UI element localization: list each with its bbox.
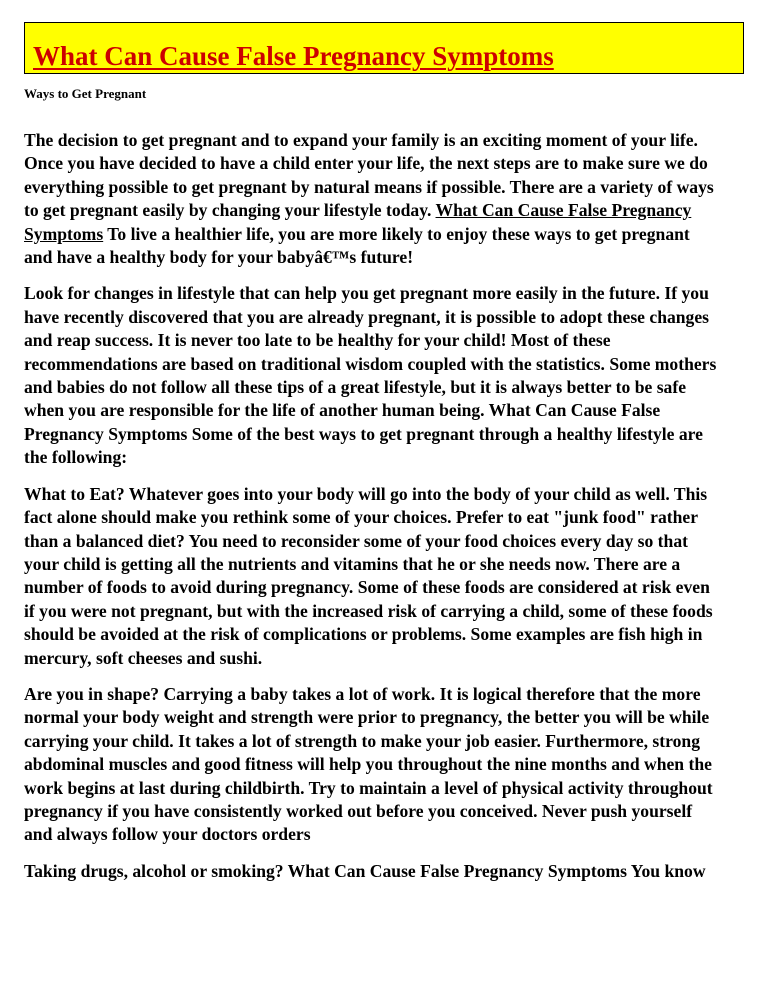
text-line: work begins at last during childbirth. Try to maintain a level of physical activity throughout bbox=[24, 777, 713, 798]
text-line: if you were not pregnant, but with the increased risk of carrying a child, some of these foods bbox=[24, 600, 713, 621]
text-line: Pregnancy Symptoms Some of the best ways to get pregnant through a healthy lifestyle are bbox=[24, 423, 703, 444]
text-line: normal your body weight and strength were prior to pregnancy, the better you will be while bbox=[24, 707, 710, 728]
text-line: abdominal muscles and good fitness will help you throughout the nine months and when the bbox=[24, 754, 712, 775]
inline-link[interactable]: What Can Cause False Pregnancy bbox=[435, 200, 692, 221]
text-segment: to get pregnant easily by changing your lifestyle today. bbox=[24, 200, 436, 221]
subtitle: Ways to Get Pregnant bbox=[24, 86, 147, 101]
text-line: Once you have decided to have a child enter your life, the next steps are to make sure we do bbox=[24, 153, 708, 174]
text-line: fact alone should make you rethink some of your choices. Prefer to eat "junk food" rather bbox=[24, 507, 699, 528]
text-line: when you are responsible for the life of another human being. What Can Cause False bbox=[24, 400, 661, 421]
text-line bbox=[24, 223, 744, 246]
text-line: and reap success. It is never too late to be healthy for your child! Most of these bbox=[24, 330, 611, 351]
title-link[interactable]: What Can Cause False Pregnancy Symptoms bbox=[33, 41, 554, 71]
document-page bbox=[24, 22, 744, 883]
paragraph-4 bbox=[24, 683, 744, 847]
text-line: and always follow your doctors orders bbox=[24, 824, 311, 845]
paragraph-1 bbox=[24, 129, 744, 269]
paragraph-3 bbox=[24, 483, 744, 670]
text-line: What to Eat? Whatever goes into your body will go into the body of your child as well. This bbox=[24, 483, 708, 504]
text-line: everything possible to get pregnant by natural means if possible. There are a variety of ways bbox=[24, 176, 714, 197]
text-line: and have a healthy body for your babyâ€™s future! bbox=[24, 247, 414, 268]
paragraph-5 bbox=[24, 860, 744, 883]
text-segment: To live a healthier life, you are more likely to enjoy these ways to get pregnant bbox=[103, 223, 690, 244]
text-line: Are you in shape? Carrying a baby takes a lot of work. It is logical therefore that the more bbox=[24, 683, 701, 704]
text-line: Taking drugs, alcohol or smoking? What Can Cause False Pregnancy Symptoms You know bbox=[24, 860, 706, 881]
text-line: The decision to get pregnant and to expand your family is an exciting moment of your life. bbox=[24, 130, 698, 150]
paragraph-2 bbox=[24, 282, 744, 469]
inline-link-continued[interactable]: Symptoms bbox=[24, 223, 104, 244]
text-line: have recently discovered that you are already pregnant, it is possible to adopt these changes bbox=[24, 306, 710, 327]
text-line: and babies do not follow all these tips of a great lifestyle, but it is always better to be safe bbox=[24, 377, 687, 398]
text-line: pregnancy if you have consistently worked out before you conceived. Never push yourself bbox=[24, 800, 693, 821]
text-line: should be avoided at the risk of complications or problems. Some examples are fish high in bbox=[24, 624, 703, 645]
text-line: than a balanced diet? You need to reconsider some of your food choices every day so that bbox=[24, 530, 688, 551]
text-line bbox=[24, 199, 744, 222]
text-line: Look for changes in lifestyle that can help you get pregnant more easily in the future. If you bbox=[24, 283, 709, 304]
text-line: your child is getting all the nutrients and vitamins that he or she needs now. There are a bbox=[24, 553, 681, 574]
text-line: carrying your child. It takes a lot of strength to make your job easier. Furthermore, strong bbox=[24, 730, 701, 751]
text-line: the following: bbox=[24, 447, 128, 468]
title-banner bbox=[24, 22, 744, 74]
text-line: recommendations are based on traditional wisdom coupled with the statistics. Some mothers bbox=[24, 353, 717, 374]
text-line: mercury, soft cheeses and sushi. bbox=[24, 647, 263, 668]
text-line: number of foods to avoid during pregnancy. Some of these foods are considered at risk even bbox=[24, 577, 710, 598]
